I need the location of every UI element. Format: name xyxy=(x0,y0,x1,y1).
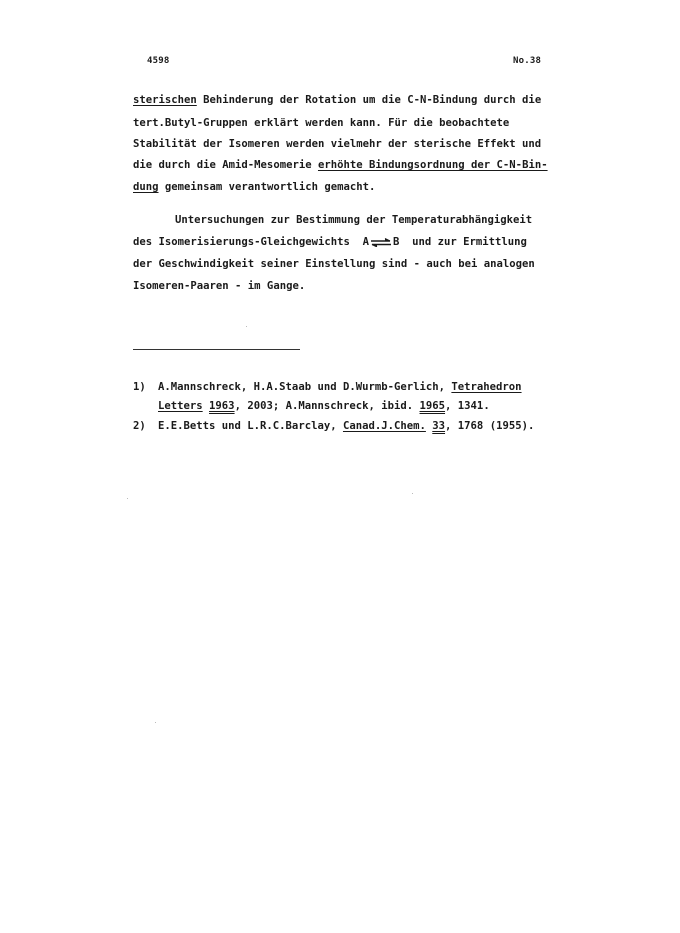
journal-name: Canad.J.Chem. xyxy=(342,420,426,432)
footnote-separator xyxy=(133,349,300,350)
volume: 33 xyxy=(432,420,446,432)
footnote-text: , 1341. xyxy=(445,400,490,412)
scan-speck xyxy=(127,498,128,499)
scan-speck xyxy=(155,722,156,723)
line-text: Behinderung der Rotation um die C-N-Bindung durch die xyxy=(196,94,542,106)
footnote-text: , 1768 (1955). xyxy=(445,420,535,432)
line-text: des Isomerisierungs-Gleichgewichts A xyxy=(133,236,369,248)
equilibrium-arrow-icon xyxy=(370,238,392,247)
underlined-term: sterischen xyxy=(133,94,197,106)
journal-name: Letters xyxy=(158,400,203,412)
footnote-2-number: 2) xyxy=(133,420,146,432)
footnote-1-number: 1) xyxy=(133,381,146,393)
line-text: B und zur Ermittlung xyxy=(393,236,527,248)
line-text: Stabilität der Isomeren werden vielmehr der sterische Effekt und xyxy=(133,138,542,150)
underlined-phrase: erhöhte Bindungsordnung der C-N-Bin- xyxy=(317,159,548,171)
body-line-1 xyxy=(133,94,541,107)
line-text: tert.Butyl-Gruppen erklärt werden kann. Für die beobachtete xyxy=(133,117,510,129)
body-line-4 xyxy=(133,159,548,172)
line-text: Isomeren-Paaren - im Gange. xyxy=(133,280,306,292)
body-line-9 xyxy=(133,280,305,293)
journal-name: Tetrahedron xyxy=(451,381,522,393)
body-line-2 xyxy=(133,117,509,130)
line-text: Untersuchungen zur Bestimmung der Temperaturabhängigkeit xyxy=(175,214,533,226)
page-number: 4598 xyxy=(147,56,170,66)
underlined-phrase-end: dung xyxy=(133,181,159,193)
footnote-1-line-1 xyxy=(158,381,522,394)
line-text: die durch die Amid-Mesomerie xyxy=(133,159,318,171)
body-line-6 xyxy=(175,214,532,227)
year: 1963 xyxy=(209,400,235,412)
line-text: der Geschwindigkeit seiner Einstellung sind - auch bei analogen xyxy=(133,258,535,270)
body-line-5 xyxy=(133,181,375,194)
issue-number: No.38 xyxy=(513,56,542,66)
footnote-text: E.E.Betts und L.R.C.Barclay, xyxy=(158,420,343,432)
footnote-1-line-2 xyxy=(158,400,490,413)
body-line-3 xyxy=(133,138,541,151)
footnote-2-line-1 xyxy=(158,420,534,433)
body-line-7 xyxy=(133,236,527,249)
line-text: gemeinsam verantwortlich gemacht. xyxy=(158,181,376,193)
footnote-text: , 2003; A.Mannschreck, ibid. xyxy=(234,400,420,412)
footnote-text: A.Mannschreck, H.A.Staab und D.Wurmb-Gerlich, xyxy=(158,381,452,393)
scan-speck xyxy=(412,493,413,494)
scan-speck xyxy=(246,326,247,327)
year: 1965 xyxy=(419,400,446,412)
body-line-8 xyxy=(133,258,535,271)
